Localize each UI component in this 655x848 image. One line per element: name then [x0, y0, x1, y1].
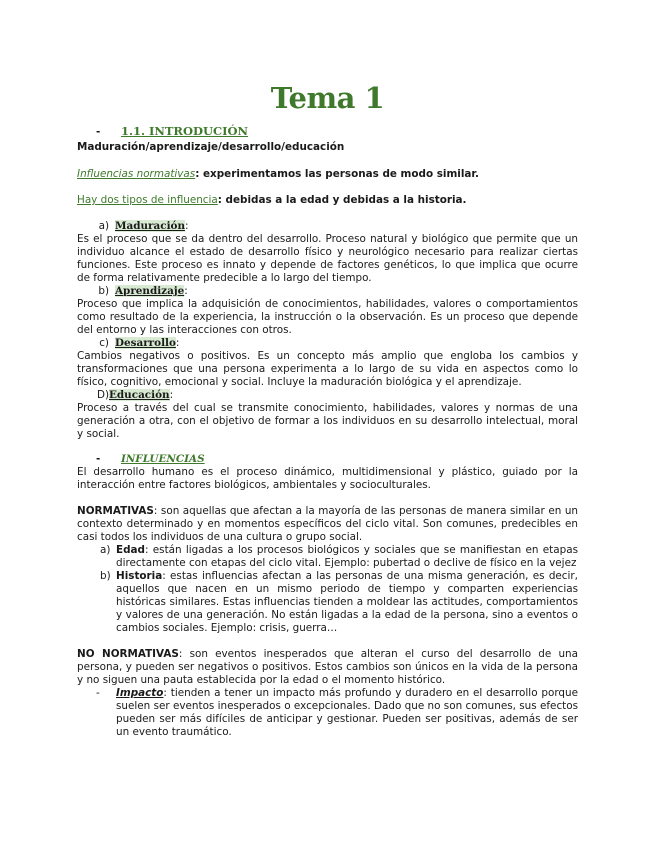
influencias-normativas-label: Influencias normativas [77, 168, 196, 180]
definition-text: Cambios negativos o positivos. Es un concepto más amplio que engloba los cambios y transformaciones que una persona experimenta a lo largo de su vida en aspectos como lo físico, cognitivo, emocional y social. Incluye la maduración biológica y el aprendizaje. [77, 350, 578, 388]
no-normativas-label: NO NORMATIVAS [77, 648, 179, 660]
page-title: Tema 1 [270, 81, 385, 115]
influencias-intro: El desarrollo humano es el proceso dinámico, multidimensional y plástico, guiado por la interacción entre factores biológicos, ambientales y socioculturales. [77, 466, 578, 491]
definition-term-line [77, 337, 578, 350]
list-item [77, 544, 578, 570]
definition-term-line [77, 285, 578, 298]
normativas-text: : son aquellas que afectan a la mayoría de las personas de manera similar en un contexto determinado y en momentos específicos del ciclo vital. Son comunes, predecibles en casi todos los individuos de una cultura o grupo social. [77, 505, 578, 543]
list-marker: - [96, 687, 100, 699]
definition-colon: : [185, 220, 189, 232]
definition-marker: D) [96, 389, 109, 401]
list-item-term: Historia [116, 570, 163, 582]
influencias-normativas-text: : experimentamos las personas de modo similar. [195, 168, 480, 180]
definition-term-line [77, 220, 578, 233]
impacto-item [77, 687, 578, 739]
no-normativas-paragraph [77, 648, 578, 687]
list-marker: b) [100, 570, 111, 582]
list-item-term: Edad [116, 544, 145, 556]
definition-marker: b) [98, 285, 109, 297]
impacto-text: : tienden a tener un impacto más profundo y duradero en el desarrollo porque suelen ser eventos inesperados o excepcionales. Dado que no son comunes, sus efectos pueden ser más difíciles de anticipar y gestionar. Pueden ser positivas, además de ser un evento traumático. [116, 687, 578, 738]
list-item-text: : estas influencias afectan a las personas de una misma generación, es decir, aquellos que nacen en un mismo periodo de tiempo y comparten experiencias históricas similares. Estas influencias tienden a moldear las actitudes, comportamientos y valores de una generación. No están ligadas a la edad de la persona, sino a eventos o cambios sociales. Ejemplo: crisis, guerra… [116, 570, 578, 634]
intro-heading: 1.1. INTRODUCIÓN [120, 124, 249, 138]
list-item [77, 570, 578, 635]
tipos-influencia-label: Hay dos tipos de influencia [77, 194, 218, 206]
normativas-paragraph [77, 505, 578, 544]
normativas-list [77, 544, 578, 635]
list-marker: a) [100, 544, 111, 556]
definition-colon: : [169, 389, 174, 401]
definitions-list [77, 220, 578, 441]
definition-marker: c) [99, 337, 109, 349]
definition-text: Proceso que implica la adquisición de conocimientos, habilidades, valores o comportamientos como resultado de la experiencia, la instrucción o la observación. Es un proceso que depende del entorno y las interacciones con otros. [77, 298, 578, 336]
intro-heading-line [96, 125, 578, 139]
dash-bullet: - [96, 126, 101, 138]
definition-term: Educación [109, 389, 170, 401]
definition-colon: : [175, 337, 180, 349]
influencias-heading: INFLUENCIAS [120, 453, 205, 465]
definition-text: Es el proceso que se da dentro del desarrollo. Proceso natural y biológico que permite que un individuo alcance el estado de desarrollo físico y neurológico necesario para realizar ciertas funciones. Este proceso es innato y depende de factores genéticos, lo que implica que ocurre de forma relativamente predecible a lo largo del tiempo. [77, 233, 578, 284]
definition-text: Proceso a través del cual se transmite conocimiento, habilidades, valores y normas de una generación a otra, con el objetivo de formar a los individuos en su desarrollo intelectual, moral y social. [77, 402, 578, 440]
definition-colon: : [184, 285, 188, 297]
dash-bullet: - [96, 453, 101, 465]
list-item-text: : están ligadas a los procesos biológicos y sociales que se manifiestan en etapas directamente con etapas del ciclo vital. Ejemplo: pubertad o declive de físico en la vejez [116, 544, 578, 569]
tipos-influencia-text: : debidas a la edad y debidas a la historia. [217, 194, 467, 206]
tipos-influencia-line [77, 194, 578, 207]
topics-line: Maduración/aprendizaje/desarrollo/educación [77, 141, 345, 153]
no-normativas-text: : son eventos inesperados que alteran el curso del desarrollo de una persona, y pueden ser negativos o positivos. Estos cambios son únicos en la vida de la persona y no siguen una pauta establecida por la edad o el momento histórico. [77, 648, 578, 686]
influencias-normativas-line [77, 168, 578, 181]
definition-term-line [77, 389, 578, 402]
normativas-label: NORMATIVAS [77, 505, 154, 517]
definition-term: Maduración [115, 220, 186, 232]
impacto-term: Impacto [116, 687, 164, 699]
definition-term: Aprendizaje [115, 285, 185, 297]
definition-term: Desarrollo [115, 337, 176, 349]
influencias-heading-line [96, 453, 578, 466]
definition-marker: a) [98, 220, 109, 232]
